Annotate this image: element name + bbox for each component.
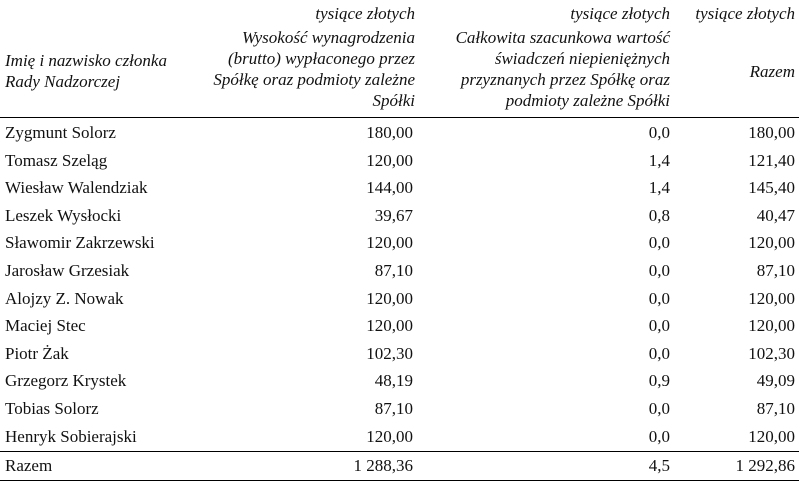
benefits-value: 0,0 (648, 288, 670, 308)
benefits-value: 0,8 (648, 205, 670, 225)
header-remuneration-line: (brutto) wypłaconego przez (228, 49, 415, 68)
total-value: 87,10 (756, 398, 795, 418)
table-row (0, 367, 799, 395)
header-remuneration-line: Spółkę oraz podmioty zależne (213, 70, 415, 89)
unit-label-remuneration: tysiące złotych (315, 4, 415, 23)
grand-total: 1 292,86 (735, 456, 795, 475)
remuneration-value: 144,00 (366, 178, 413, 198)
total-value: 40,47 (756, 205, 795, 225)
member-name: Piotr Żak (5, 343, 69, 363)
member-name: Sławomir Zakrzewski (5, 233, 155, 253)
table-body (0, 119, 799, 450)
table-row (0, 257, 799, 285)
benefits-value: 0,0 (648, 316, 670, 336)
header-benefits-line: Całkowita szacunkowa wartość (455, 28, 670, 47)
member-name: Grzegorz Krystek (5, 371, 127, 391)
total-value: 49,09 (756, 371, 795, 391)
member-name: Tobias Solorz (5, 398, 99, 418)
benefits-value: 0,0 (648, 426, 670, 446)
total-value: 120,00 (748, 288, 795, 308)
member-name: Henryk Sobierajski (5, 426, 137, 446)
remuneration-value: 87,10 (374, 398, 413, 418)
remuneration-value: 120,00 (366, 316, 413, 336)
remuneration-value: 120,00 (366, 150, 413, 170)
remuneration-value: 48,19 (374, 371, 413, 391)
header-benefits-line: świadczeń niepieniężnych (494, 49, 670, 68)
total-value: 120,00 (748, 233, 795, 253)
header-name-line: Rady Nadzorczej (5, 72, 121, 91)
member-name: Zygmunt Solorz (5, 123, 116, 142)
total-remuneration: 1 288,36 (353, 456, 413, 475)
unit-label-benefits: tysiące złotych (570, 4, 670, 23)
remuneration-value: 87,10 (374, 260, 413, 280)
header-name-line: Imię i nazwisko członka (5, 51, 167, 70)
benefits-value: 1,4 (648, 150, 670, 170)
member-name: Wiesław Walendziak (5, 178, 148, 198)
header-benefits (420, 27, 670, 111)
total-value: 102,30 (748, 343, 795, 363)
total-row (0, 452, 799, 480)
remuneration-value: 39,67 (374, 205, 413, 225)
table-row (0, 202, 799, 230)
table-row (0, 395, 799, 423)
remuneration-value: 120,00 (366, 426, 413, 446)
header-name (5, 50, 190, 92)
table-row (0, 147, 799, 175)
member-name: Jarosław Grzesiak (5, 260, 130, 280)
member-name: Maciej Stec (5, 316, 86, 336)
total-benefits: 4,5 (648, 456, 670, 475)
total-value: 120,00 (748, 316, 795, 336)
member-name: Tomasz Szeląg (5, 150, 108, 170)
table-row (0, 119, 799, 147)
table-row (0, 174, 799, 202)
benefits-value: 0,9 (648, 371, 670, 391)
benefits-value: 0,0 (648, 343, 670, 363)
total-value: 87,10 (756, 260, 795, 280)
benefits-value: 0,0 (648, 260, 670, 280)
header-divider (0, 117, 799, 118)
table-row (0, 340, 799, 368)
header-benefits-line: przyznanych przez Spółkę oraz (460, 70, 670, 89)
remuneration-value: 120,00 (366, 233, 413, 253)
benefits-value: 0,0 (648, 233, 670, 253)
header-total: Razem (749, 62, 795, 81)
header-remuneration (186, 27, 415, 111)
table-row (0, 229, 799, 257)
remuneration-value: 120,00 (366, 288, 413, 308)
benefits-value: 0,0 (648, 398, 670, 418)
total-label: Razem (5, 456, 53, 475)
remuneration-value: 102,30 (366, 343, 413, 363)
table-row (0, 423, 799, 451)
unit-label-total: tysiące złotych (695, 4, 795, 23)
table-row (0, 285, 799, 313)
member-name: Leszek Wysłocki (5, 205, 122, 225)
header-remuneration-line: Spółki (372, 91, 415, 110)
total-value: 120,00 (748, 426, 795, 446)
benefits-value: 0,0 (648, 123, 670, 142)
benefits-value: 1,4 (648, 178, 670, 198)
header-remuneration-line: Wysokość wynagrodzenia (242, 28, 415, 47)
total-value: 180,00 (748, 123, 795, 142)
total-value: 121,40 (748, 150, 795, 170)
bottom-divider (0, 480, 799, 481)
remuneration-value: 180,00 (366, 123, 413, 142)
total-value: 145,40 (748, 178, 795, 198)
member-name: Alojzy Z. Nowak (5, 288, 124, 308)
table-row (0, 312, 799, 340)
header-benefits-line: podmioty zależne Spółki (505, 91, 670, 110)
